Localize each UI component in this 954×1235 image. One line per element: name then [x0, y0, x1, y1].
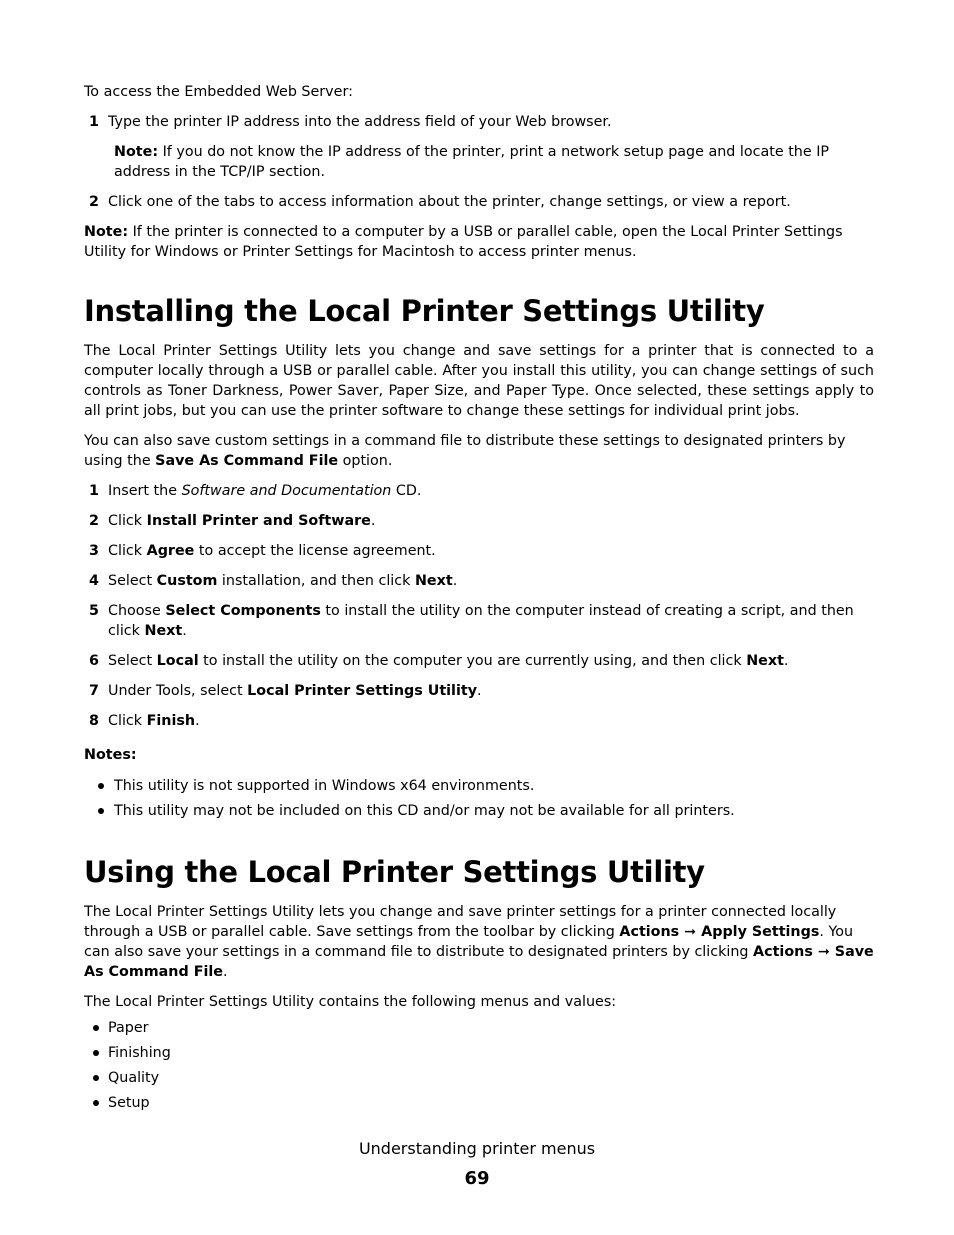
step-text: . [477, 683, 482, 699]
step-number: 2 [89, 513, 99, 529]
step-text: Choose [108, 603, 166, 619]
note-label: Note: [84, 224, 129, 240]
note-text: If you do not know the IP address of the printer, print a network setup page and locate the IP address in the TCP/IP section. [114, 144, 830, 180]
note-text: If the printer is connected to a computer by a USB or parallel cable, open the Local Printer Settings Utility for Windows or Printer Settings for Macintosh to access printer menus. [84, 224, 843, 260]
page-number: 69 [464, 1168, 490, 1189]
para-bold: Save As Command File [155, 453, 339, 469]
step-number: 3 [89, 543, 99, 559]
step-text: Select [108, 573, 157, 589]
menu-bullet-finishing: Finishing [84, 1043, 874, 1063]
step-text: Under Tools, select [108, 683, 248, 699]
step-number: 4 [89, 573, 99, 589]
step-text: to install the utility on the computer instead of creating a script, and then click [108, 603, 854, 639]
step-italic: Software and Documentation [181, 483, 392, 499]
arrow-icon: ➞ [812, 944, 835, 960]
step-text: Click one of the tabs to access information about the printer, change settings, or view a report. [108, 194, 791, 210]
step-bold: Local [156, 653, 199, 669]
step-text: . [182, 623, 187, 639]
section1-paragraph-2 [84, 431, 874, 471]
step-text: installation, and then click [217, 573, 415, 589]
step-text: Click [108, 513, 147, 529]
step-number: 7 [89, 683, 99, 699]
step-bold: Next [746, 653, 784, 669]
para-bold: Actions [753, 944, 813, 960]
step-text: . [452, 573, 458, 589]
step-bold: Install Printer and Software [146, 513, 371, 529]
step-number: 6 [89, 653, 99, 669]
step-text: Click [108, 713, 147, 729]
step-number: 5 [89, 603, 99, 619]
step-text: . [195, 713, 200, 729]
section1-paragraph-1: The Local Printer Settings Utility lets you change and save settings for a printer that is connected to a computer locally through a USB or parallel cable. After you install this utility, you can change settings of such controls as Toner Darkness, Power Saver, Paper Size, and Paper Type. Once selected, these settings apply to all print jobs, but you can use the printer software to change these settings for individual print jobs. [84, 343, 874, 419]
install-step-2 [84, 511, 874, 531]
intro-text: To access the Embedded Web Server: [84, 84, 353, 100]
menu-bullet-setup: Setup [84, 1093, 874, 1113]
notes-label: Notes: [84, 747, 137, 763]
ews-step-1 [84, 112, 874, 132]
para-text: The Local Printer Settings Utility lets you change and save printer settings for a printer connected locally through a USB or parallel cable. Save settings from the toolbar by clicking [84, 904, 837, 940]
page-content [84, 82, 874, 1118]
para-text: You can also save custom settings in a command file to distribute these settings to designated printers by using the [84, 433, 846, 469]
menu-bullet-paper: Paper [84, 1018, 874, 1038]
install-step-8 [84, 711, 874, 731]
install-step-1 [84, 481, 874, 501]
step-text: Type the printer IP address into the address field of your Web browser. [108, 114, 612, 130]
section2-paragraph-2: The Local Printer Settings Utility contains the following menus and values: [84, 994, 617, 1010]
para-text: . [222, 964, 228, 980]
para-bold: Apply Settings [701, 924, 820, 940]
install-step-4 [84, 571, 874, 591]
section2-paragraph-1 [84, 902, 874, 982]
step-text: to accept the license agreement. [194, 543, 436, 559]
step-bold: Finish [146, 713, 196, 729]
step-bold: Next [144, 623, 183, 639]
step-bold: Select Components [165, 603, 321, 619]
step-number: 1 [89, 114, 99, 130]
section-heading-using: Using the Local Printer Settings Utility [84, 855, 705, 889]
menu-bullet-quality: Quality [84, 1068, 874, 1088]
step-text: Click [108, 543, 147, 559]
usb-note [84, 222, 874, 262]
step-text: . [370, 513, 376, 529]
note-bullet-2: This utility may not be included on this CD and/or may not be available for all printers. [84, 801, 874, 821]
step-text: Select [108, 653, 157, 669]
ews-note [84, 142, 874, 182]
footer-title: Understanding printer menus [358, 1139, 596, 1158]
step-text: CD. [391, 483, 422, 499]
install-step-5 [84, 601, 874, 641]
para-bold: Save As Command File [84, 944, 874, 980]
install-step-7 [84, 681, 874, 701]
step-number: 1 [89, 483, 99, 499]
step-number: 8 [89, 713, 99, 729]
step-bold: Local Printer Settings Utility [247, 683, 478, 699]
step-bold: Agree [146, 543, 195, 559]
install-step-6 [84, 651, 874, 671]
step-bold: Next [414, 573, 453, 589]
para-text: . You can also save your settings in a command file to distribute to designated printers by clicking [84, 924, 854, 960]
section-heading-installing: Installing the Local Printer Settings Utility [84, 294, 765, 328]
ews-step-2 [84, 192, 874, 212]
step-number: 2 [89, 194, 99, 210]
para-bold: Actions [619, 924, 680, 940]
note-bullet-1: This utility is not supported in Windows x64 environments. [84, 776, 874, 796]
step-text: . [783, 653, 789, 669]
step-text: Insert the [108, 483, 182, 499]
arrow-icon: ➞ [679, 924, 702, 940]
step-text: to install the utility on the computer you are currently using, and then click [198, 653, 747, 669]
step-bold: Custom [156, 573, 218, 589]
para-text: option. [338, 453, 393, 469]
install-step-3 [84, 541, 874, 561]
note-label: Note: [114, 144, 159, 160]
